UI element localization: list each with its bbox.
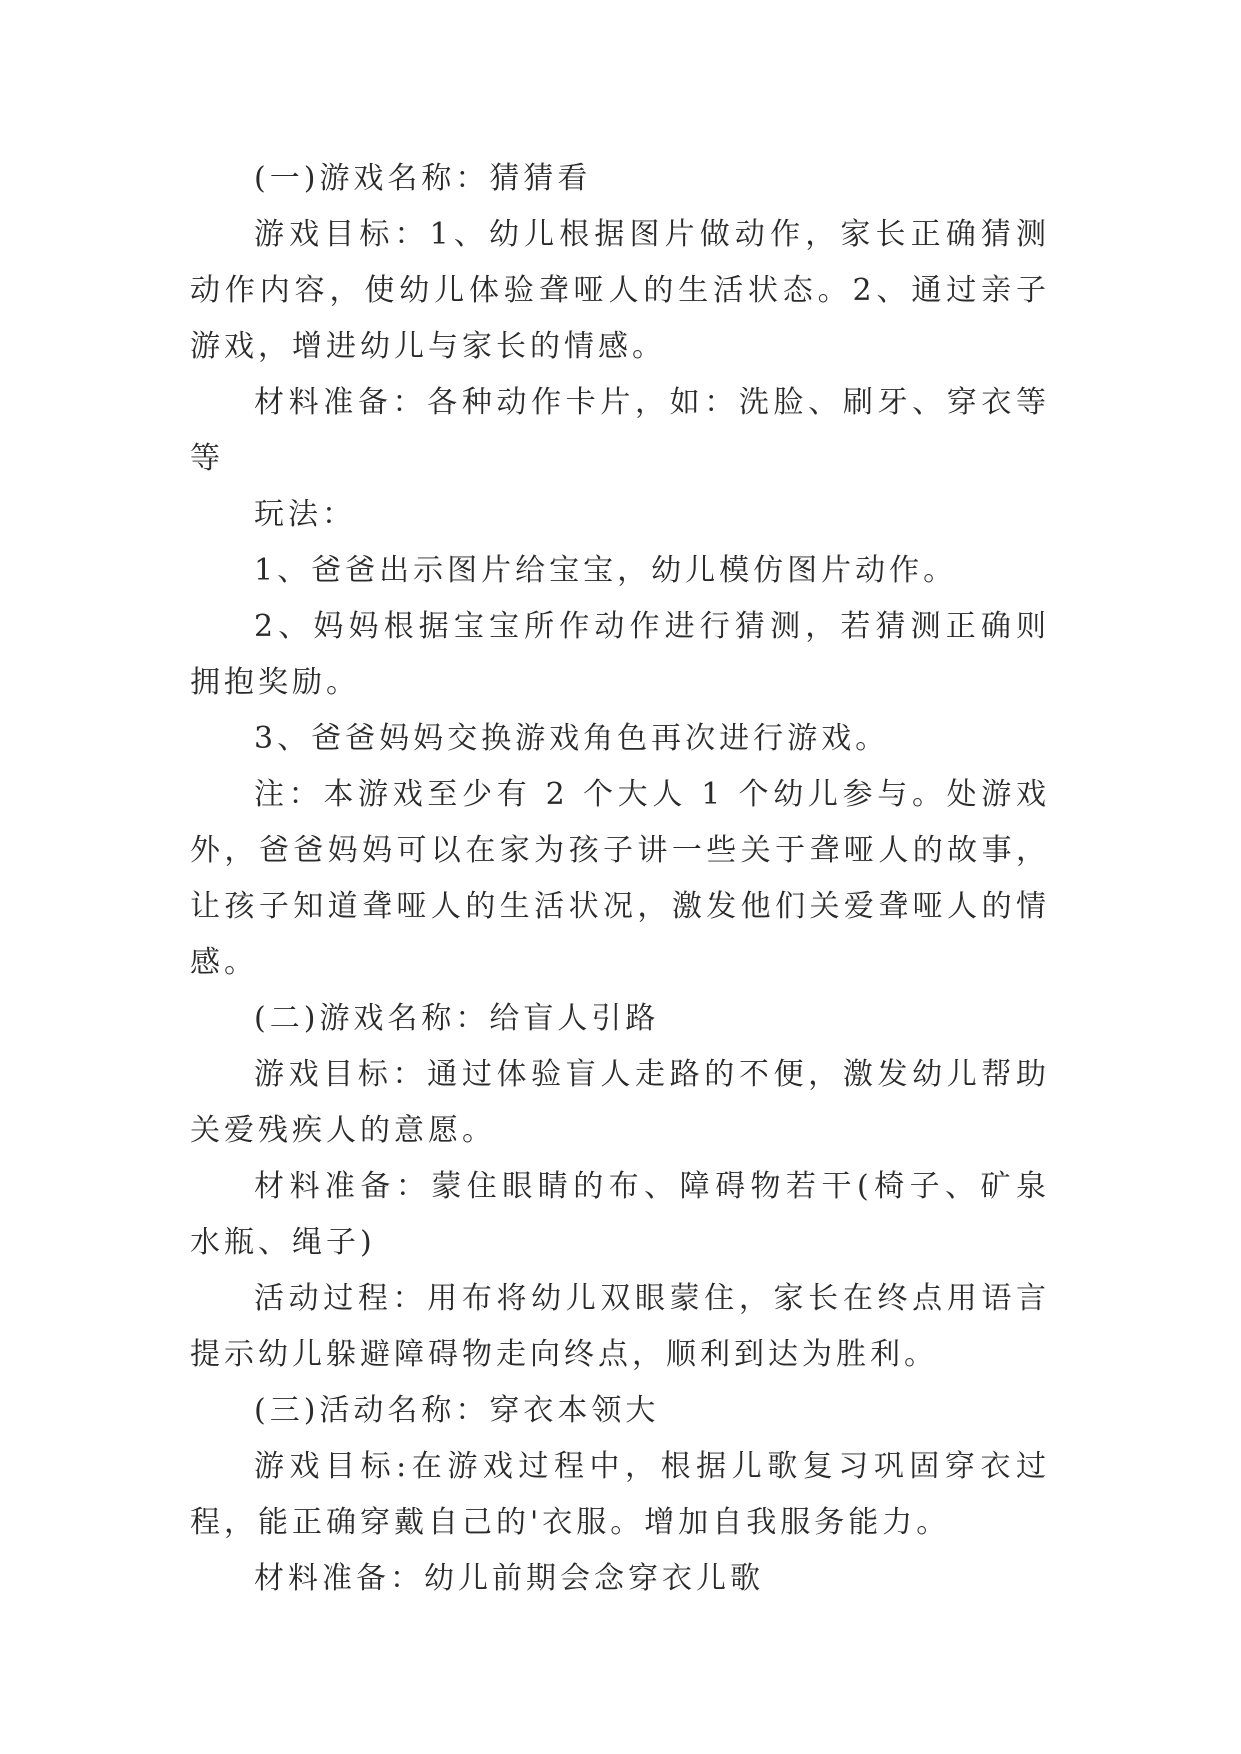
- section-heading-3: (三)活动名称：穿衣本领大: [254, 1393, 660, 1428]
- rule-step-2: 2、妈妈根据宝宝所作动作进行猜测，若猜测正确则拥抱奖励。: [190, 609, 1050, 700]
- section-heading-1: (一)游戏名称：猜猜看: [254, 161, 592, 196]
- materials-2: 材料准备：蒙住眼睛的布、障碍物若干(椅子、矿泉水瓶、绳子): [190, 1169, 1050, 1260]
- game-goal-1: 游戏目标：1、幼儿根据图片做动作，家长正确猜测动作内容，使幼儿体验聋哑人的生活状态。2、通过亲子游戏，增进幼儿与家长的情感。: [190, 217, 1050, 364]
- note-1: 注：本游戏至少有 2 个大人 1 个幼儿参与。处游戏外，爸爸妈妈可以在家为孩子讲一些关于聋哑人的故事，让孩子知道聋哑人的生活状况，激发他们关爱聋哑人的情感。: [190, 777, 1050, 980]
- document-body: [190, 151, 1050, 1607]
- materials-3: 材料准备：幼儿前期会念穿衣儿歌: [254, 1561, 764, 1596]
- game-goal-2: 游戏目标：通过体验盲人走路的不便，激发幼儿帮助关爱残疾人的意愿。: [190, 1057, 1050, 1148]
- rule-step-1: 1、爸爸出示图片给宝宝，幼儿模仿图片动作。: [254, 553, 958, 588]
- game-goal-3: 游戏目标:在游戏过程中，根据儿歌复习巩固穿衣过程，能正确穿戴自己的'衣服。增加自我服务能力。: [190, 1449, 1050, 1540]
- rule-step-3: 3、爸爸妈妈交换游戏角色再次进行游戏。: [254, 721, 890, 756]
- activity-process-2: 活动过程：用布将幼儿双眼蒙住，家长在终点用语言提示幼儿躲避障碍物走向终点，顺利到达为胜利。: [190, 1281, 1050, 1372]
- materials-1: 材料准备：各种动作卡片，如：洗脸、刷牙、穿衣等等: [190, 385, 1050, 476]
- rules-label: 玩法：: [254, 497, 356, 532]
- section-heading-2: (二)游戏名称：给盲人引路: [254, 1001, 660, 1036]
